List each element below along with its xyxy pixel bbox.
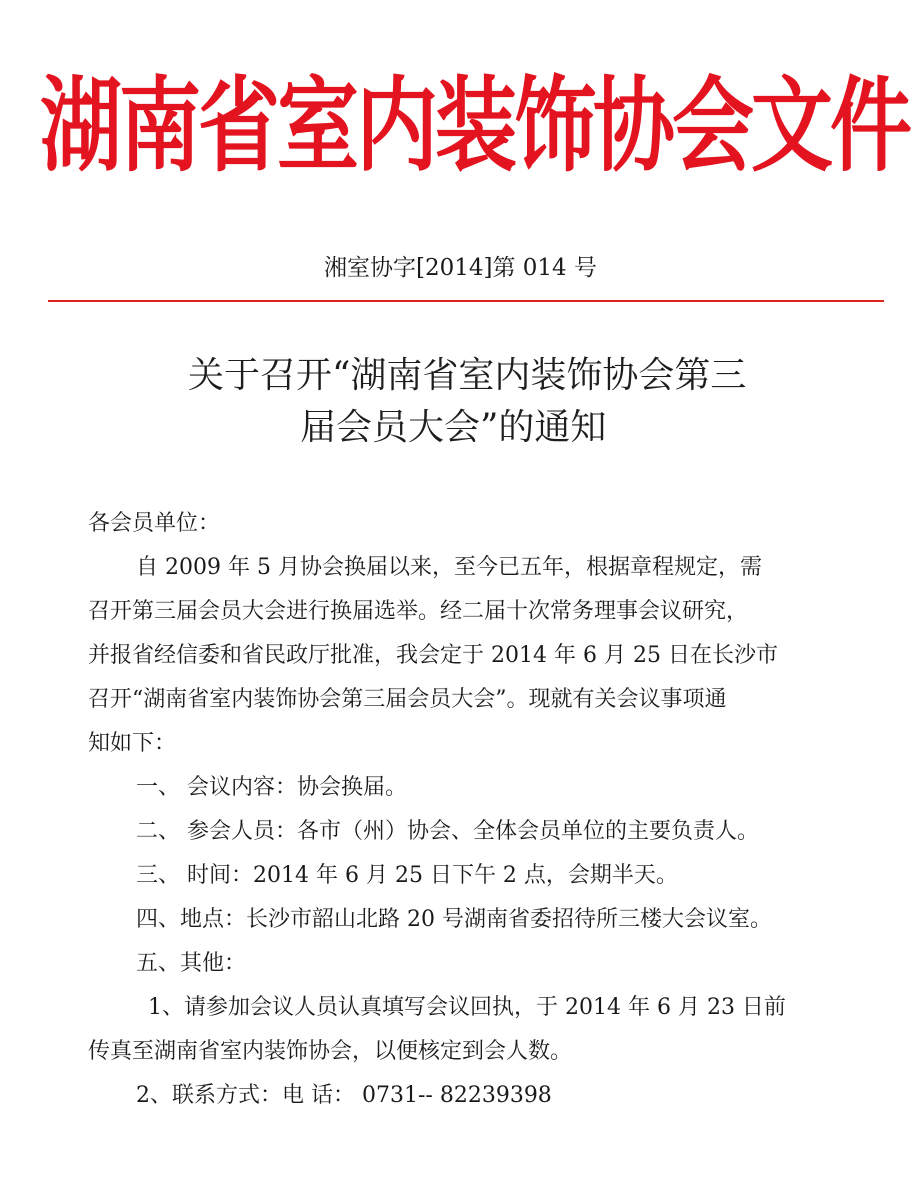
paragraph-line: 召开第三届会员大会进行换届选举。经二届十次常务理事会议研究， [88,599,749,624]
paragraph-line: 召开“湖南省室内装饰协会第三届会员大会”。现就有关会议事项通 [88,687,727,712]
list-item-time: 三、 时间：2014 年 6 月 25 日下午 2 点，会期半天。 [136,863,678,888]
list-item-attendees: 二、 参会人员：各市（州）协会、全体会员单位的主要负责人。 [136,819,759,844]
masthead-title: 湖南省室内装饰协会文件 [40,67,910,186]
list-item-other: 五、其他： [136,951,247,976]
notice-title [140,350,840,454]
document-number: 湘室协字[2014]第 014 号 [323,255,597,281]
list-item-content: 一、 会议内容：协会换届。 [136,775,407,800]
notice-body [88,502,868,1118]
paragraph-line: 知如下： [88,731,177,756]
sub-item-1-line-2: 传真至湖南省室内装饰协会，以便核定到会人数。 [88,1039,573,1064]
sub-item-1-line-1: 1、请参加会议人员认真填写会议回执，于 2014 年 6 月 23 日前 [148,995,786,1020]
list-item-location: 四、地点：长沙市韶山北路 20 号湖南省委招待所三楼大会议室。 [136,907,772,932]
paragraph-line: 并报省经信委和省民政厅批准，我会定于 2014 年 6 月 25 日在长沙市 [88,643,778,668]
red-divider-rule [48,300,884,302]
paragraph-line: 自 2009 年 5 月协会换届以来，至今已五年，根据章程规定，需 [136,555,762,580]
sub-item-2-contact: 2、联系方式：电 话： 0731-- 82239398 [136,1083,552,1108]
salutation: 各会员单位： [88,511,221,536]
notice-title-line-2: 届会员大会”的通知 [300,407,607,448]
notice-title-line-1: 关于召开“湖南省室内装饰协会第三 [188,355,747,396]
